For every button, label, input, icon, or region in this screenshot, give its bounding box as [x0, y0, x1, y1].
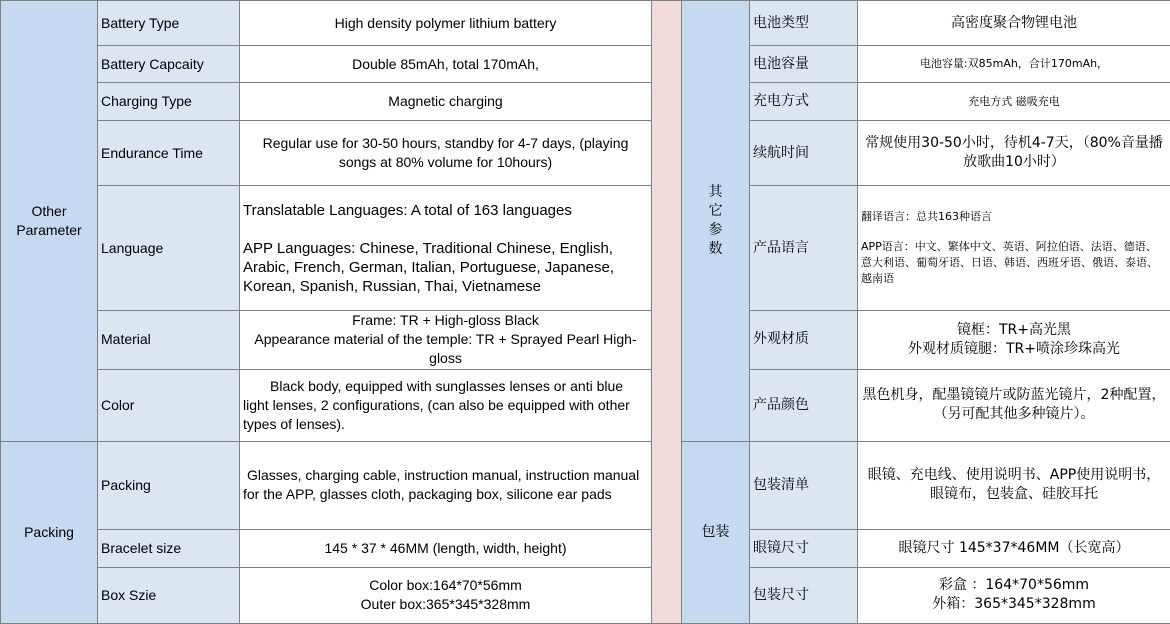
language-value-zh	[858, 186, 1170, 311]
material-value-zh	[858, 311, 1170, 369]
material-label-zh: 外观材质	[750, 311, 858, 369]
color-label-zh: 产品颜色	[750, 369, 858, 441]
box-size-value-zh	[858, 567, 1170, 623]
charging-type-value: Magnetic charging	[240, 83, 652, 121]
battery-type-label-zh: 电池类型	[750, 1, 858, 46]
bracelet-size-value: 145 * 37 * 46MM (length, width, height)	[240, 529, 652, 567]
color-label: Color	[98, 369, 240, 441]
packing-value-zh: 眼镜、充电线、使用说明书、APP使用说明书，眼镜布，包装盒、硅胶耳托	[858, 441, 1170, 529]
bracelet-size-value-zh: 眼镜尺寸 145*37*46MM（长宽高）	[858, 529, 1170, 567]
battery-capacity-value: Double 85mAh, total 170mAh,	[240, 46, 652, 83]
charging-type-label: Charging Type	[98, 83, 240, 121]
battery-capacity-label: Battery Capcaity	[98, 46, 240, 83]
bracelet-size-label-zh: 眼镜尺寸	[750, 529, 858, 567]
translatable-languages-text-zh: 翻译语言：总共163种语言	[861, 210, 992, 224]
separator-column	[652, 1, 682, 624]
app-languages-text-zh: APP语言：中文、繁体中文、英语、阿拉伯语、法语、德语、意大利语、葡萄牙语、日语、韩语、西班牙语、俄语、泰语、越南语	[861, 240, 1158, 286]
row-color	[1, 369, 1170, 441]
group-zh-char: 参	[708, 221, 723, 238]
packing-value: Glasses, charging cable, instruction manual, instruction manual for the APP, glasses cloth, packaging box, silicone ear pads	[240, 441, 652, 529]
color-box-size-text: Color box:164*70*56mm	[369, 577, 522, 594]
row-bracelet-size	[1, 529, 1170, 567]
box-size-value	[240, 567, 652, 623]
row-endurance-time	[1, 121, 1170, 186]
group-zh-char: 它	[708, 202, 723, 219]
endurance-time-value-zh: 常规使用30-50小时，待机4-7天，（80%音量播放歌曲10小时）	[858, 121, 1170, 186]
temple-material-text: Appearance material of the temple: TR + Sprayed Pearl High-gloss	[254, 331, 637, 367]
row-material	[1, 311, 1170, 369]
translatable-languages-text: Translatable Languages: A total of 163 languages	[243, 201, 572, 219]
group-label-other-parameter: Other Parameter	[1, 1, 98, 442]
charging-type-value-zh: 充电方式 磁吸充电	[858, 83, 1170, 121]
color-box-size-text-zh: 彩盒 ：164*70*56mm	[938, 577, 1090, 594]
endurance-time-label-zh: 续航时间	[750, 121, 858, 186]
language-value	[240, 186, 652, 311]
charging-type-label-zh: 充电方式	[750, 83, 858, 121]
box-size-label: Box Szie	[98, 567, 240, 623]
color-value-zh: 黑色机身，配墨镜镜片或防蓝光镜片，2种配置，（另可配其他多种镜片）。	[858, 369, 1170, 441]
endurance-time-label: Endurance Time	[98, 121, 240, 186]
packing-label: Packing	[98, 441, 240, 529]
bracelet-size-label: Bracelet size	[98, 529, 240, 567]
box-size-label-zh: 包装尺寸	[750, 567, 858, 623]
row-box-size	[1, 567, 1170, 623]
row-packing	[1, 441, 1170, 529]
row-battery-capacity	[1, 46, 1170, 83]
frame-material-text-zh: 镜框：TR+高光黑	[956, 321, 1071, 338]
battery-capacity-label-zh: 电池容量	[750, 46, 858, 83]
group-label-packing-zh: 包装	[682, 441, 750, 623]
temple-material-text-zh: 外观材质镜腿：TR+喷涂珍珠高光	[907, 340, 1120, 357]
material-label: Material	[98, 311, 240, 369]
row-language	[1, 186, 1170, 311]
language-label-zh: 产品语言	[750, 186, 858, 311]
outer-box-size-text: Outer box:365*345*328mm	[360, 596, 531, 613]
outer-box-size-text-zh: 外箱：365*345*328mm	[932, 596, 1096, 613]
endurance-time-value: Regular use for 30-50 hours, standby for 4-7 days, (playing songs at 80% volume for 10hours)	[240, 121, 652, 186]
material-value	[240, 311, 652, 369]
frame-material-text: Frame: TR + High-gloss Black	[352, 312, 539, 329]
group-label-packing: Packing	[1, 441, 98, 623]
battery-type-value: High density polymer lithium battery	[240, 1, 652, 46]
group-zh-char: 数	[708, 240, 723, 257]
row-battery-type	[1, 1, 1170, 46]
row-charging-type	[1, 83, 1170, 121]
app-languages-text: APP Languages: Chinese, Traditional Chinese, English, Arabic, French, German, Italian, Portuguese, Japanese, Korean, Spanish, Russian, Thai, Vietnamese	[243, 239, 615, 295]
language-label: Language	[98, 186, 240, 311]
group-label-other-parameter-zh	[682, 1, 750, 442]
packing-label-zh: 包装清单	[750, 441, 858, 529]
battery-type-label: Battery Type	[98, 1, 240, 46]
color-value: Black body, equipped with sunglasses lenses or anti blue light lenses, 2 configurations, (can also be equipped with other types of lenses).	[240, 369, 652, 441]
group-zh-char: 其	[708, 183, 723, 200]
battery-capacity-value-zh: 电池容量:双85mAh，合计170mAh，	[858, 46, 1170, 83]
battery-type-value-zh: 高密度聚合物锂电池	[858, 1, 1170, 46]
